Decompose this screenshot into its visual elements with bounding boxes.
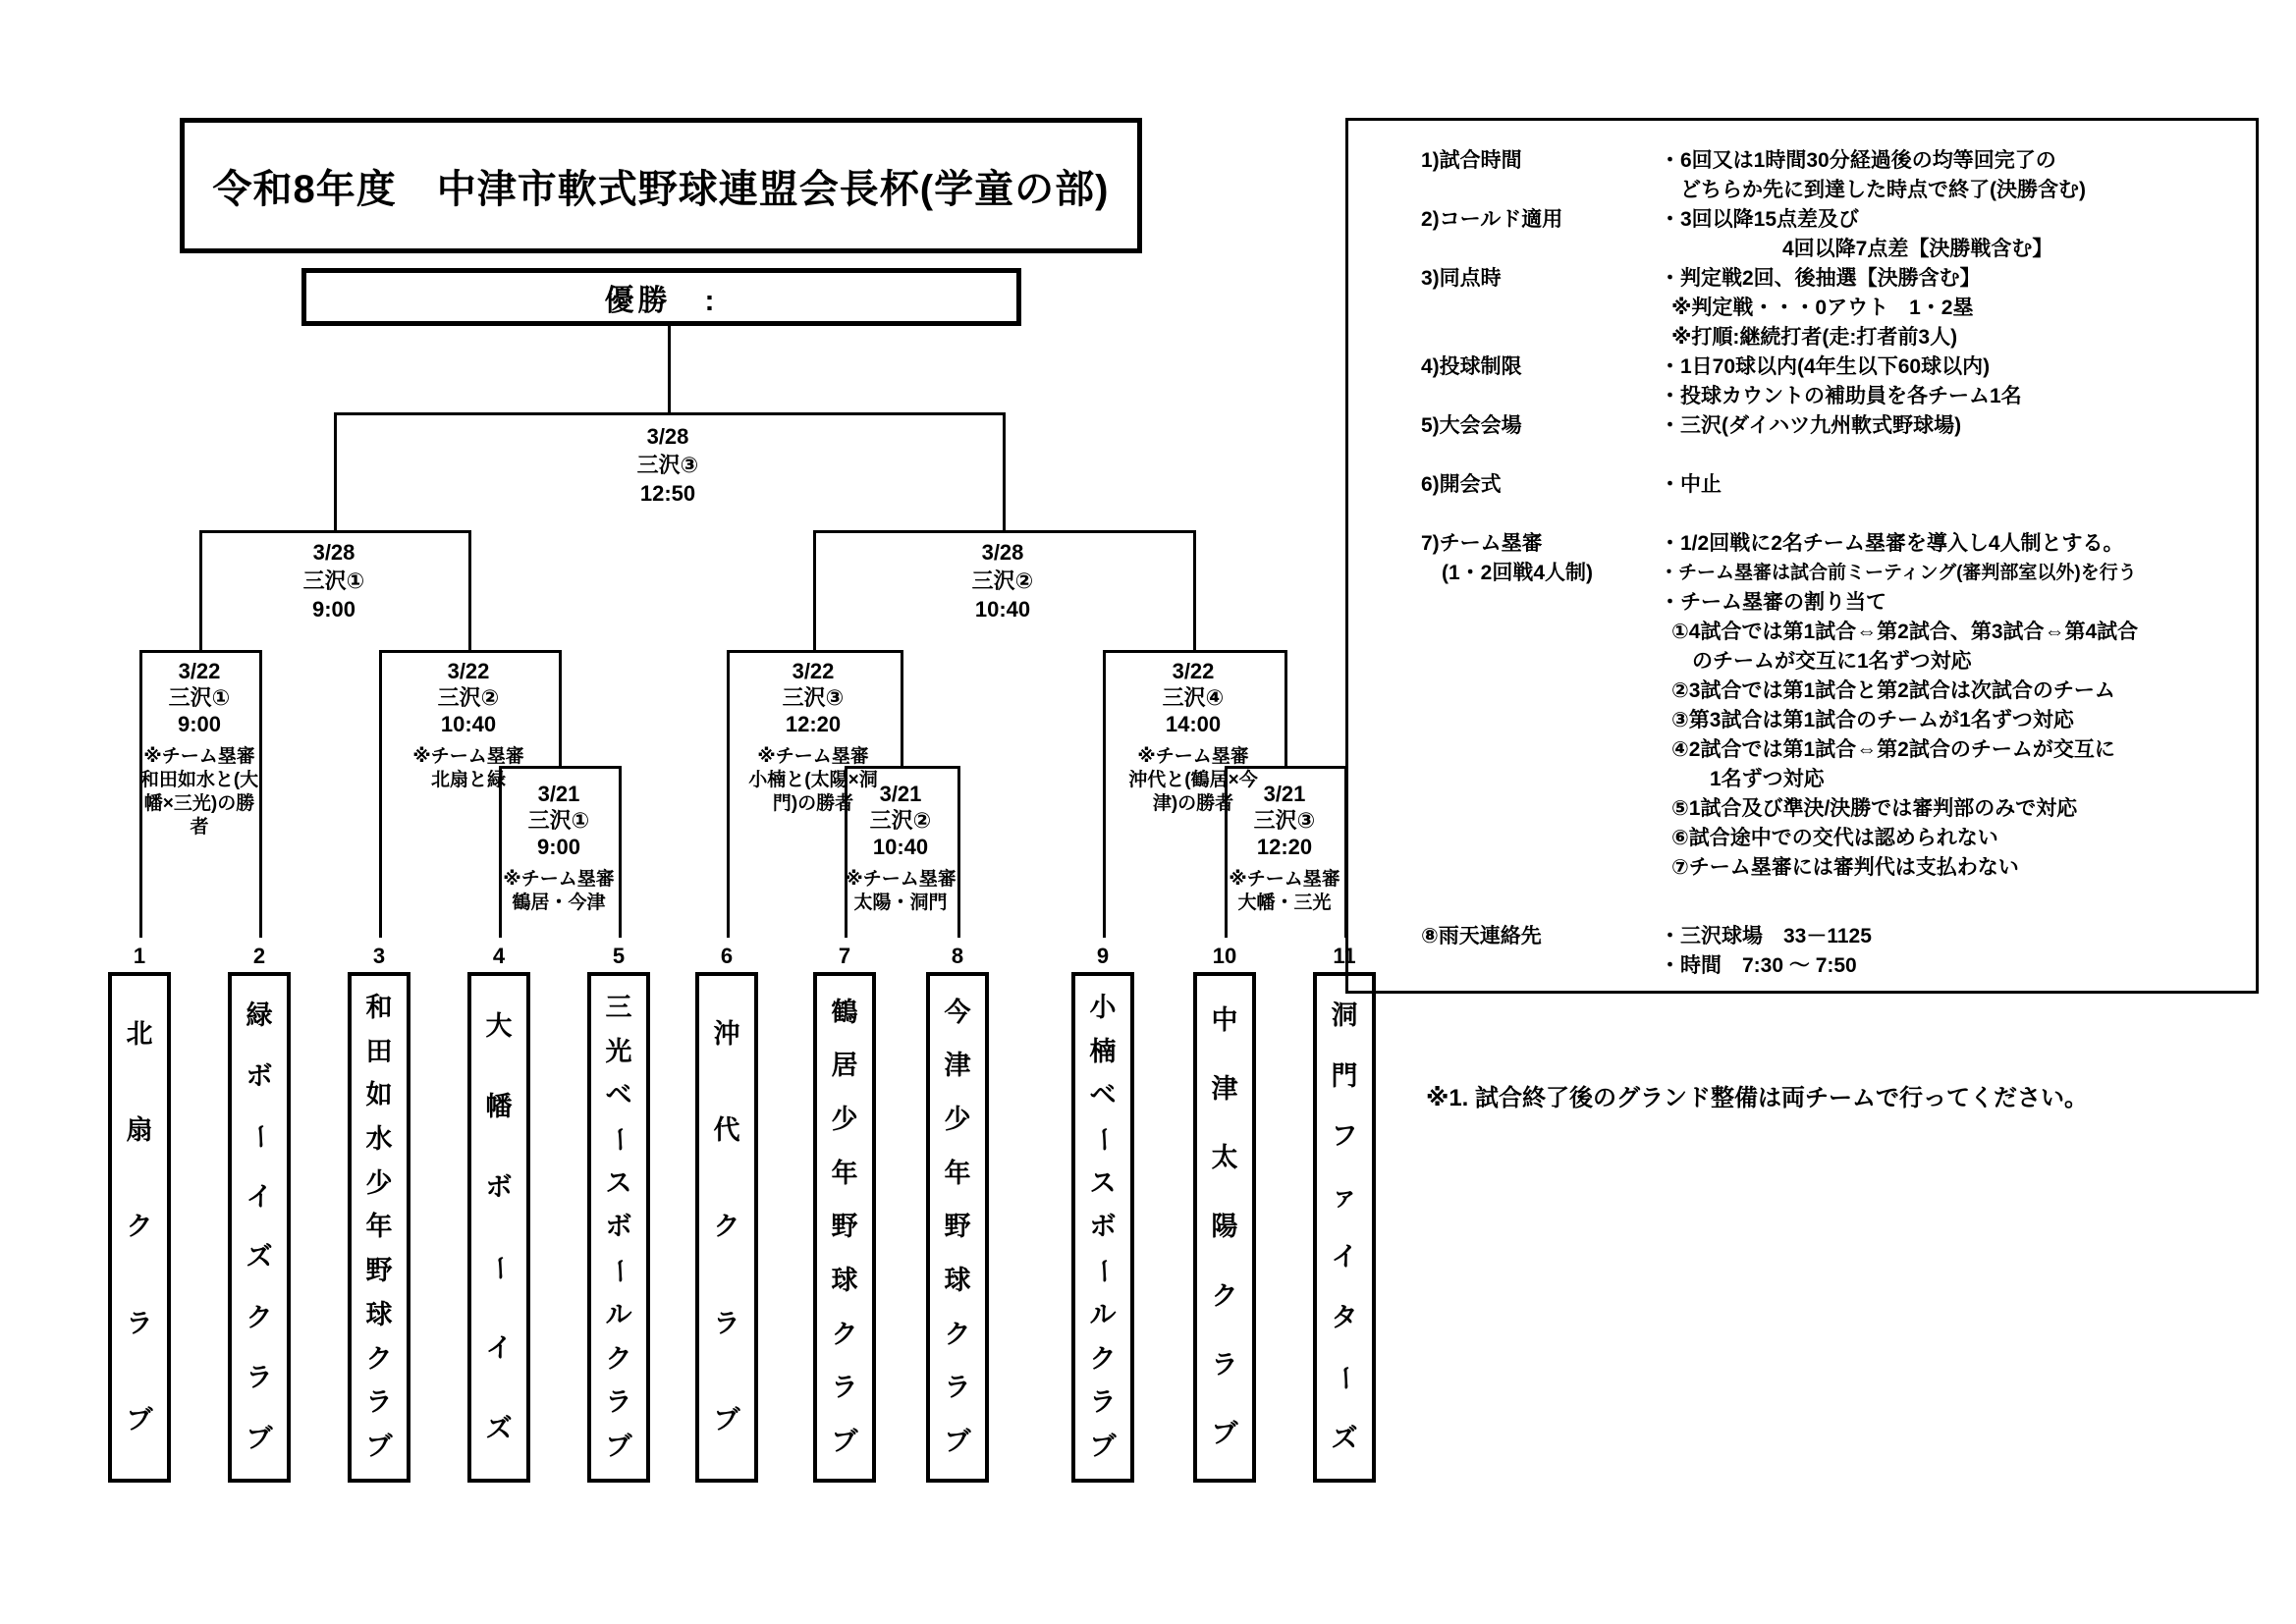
bracket-line <box>1285 650 1287 766</box>
team-box <box>587 972 650 1483</box>
umpire-note-title: ※チーム塁審 <box>1229 869 1340 890</box>
rule-label: 4)投球制限 <box>1421 355 1522 378</box>
bracket-line <box>1103 650 1287 653</box>
match-date: 3/22 <box>447 659 490 683</box>
rule-row <box>1348 176 2256 205</box>
team-column <box>228 941 291 1483</box>
team-name-char: ル <box>1089 1299 1117 1329</box>
team-name-char: ラ <box>126 1308 153 1338</box>
team-name-char: 代 <box>713 1115 740 1146</box>
rule-text: のチームが交互に1名ずつ対応 <box>1671 650 1972 673</box>
team-box <box>813 972 876 1483</box>
team-name-char: ズ <box>1331 1423 1358 1453</box>
umpire-note: 太陽・洞門 <box>853 893 948 913</box>
umpire-note-title: ※チーム塁審 <box>757 746 869 767</box>
team-seed: 5 <box>612 944 626 968</box>
rule-label <box>1421 794 1660 824</box>
rule-text: ・1/2回戦に2名チーム塁審を導入し4人制とする。 <box>1660 532 2124 555</box>
match-time: 9:00 <box>311 597 356 622</box>
team-seed: 3 <box>372 944 386 968</box>
team-name-char: ブ <box>246 1423 273 1453</box>
rule-label <box>1421 677 1660 706</box>
match-time: 12:20 <box>1256 835 1313 859</box>
rule-text: ※打順:継続打者(走:打者前3人) <box>1671 326 1958 349</box>
team-box <box>1193 972 1256 1483</box>
rule-row <box>1348 323 2256 352</box>
match-date: 3/21 <box>1263 782 1306 806</box>
title-box <box>180 118 1142 253</box>
rule-text: ・1日70球以内(4年生以下60球以内) <box>1660 355 1991 378</box>
team-name-char: 野 <box>365 1256 393 1286</box>
rule-label: ⑧雨天連絡先 <box>1421 925 1542 947</box>
team-column <box>1193 941 1256 1483</box>
team-name-char: ラ <box>944 1373 971 1403</box>
team-name-char: 年 <box>944 1158 971 1188</box>
team-seed: 11 <box>1333 944 1356 968</box>
team-name-char: 田 <box>365 1036 393 1066</box>
team-box <box>1313 972 1376 1483</box>
tournament-title: 令和8年度 中津市軟式野球連盟会長杯(学童の部) <box>212 167 1110 211</box>
team-name-char: イ <box>246 1181 273 1212</box>
team-name-char: ー <box>604 1258 634 1285</box>
team-name-char: 野 <box>831 1212 858 1242</box>
team-column <box>1313 941 1376 1483</box>
team-name-char: ズ <box>246 1242 273 1272</box>
footnote: ※1. 試合終了後のグランド整備は両チームで行ってください。 <box>1426 1085 2089 1111</box>
umpire-note-title: ※チーム塁審 <box>1137 746 1249 767</box>
bracket-line <box>1193 530 1196 650</box>
rule-label <box>1421 323 1660 352</box>
umpire-note: 和田如水と(大幡×三光)の勝者 <box>139 770 259 838</box>
match-date: 3/28 <box>646 424 689 449</box>
team-name-char: ー <box>484 1254 515 1281</box>
rule-text: ②3試合では第1試合と第2試合は次試合のチーム <box>1671 679 2115 702</box>
team-name-char: 年 <box>365 1212 393 1242</box>
team-name-char: 水 <box>365 1124 393 1155</box>
umpire-note: 鶴居・今津 <box>512 893 606 913</box>
umpire-note: 北扇と緑 <box>430 770 506 790</box>
rule-label <box>1421 647 1660 677</box>
umpire-note: 沖代と(鶴居×今津)の勝者 <box>1128 770 1258 814</box>
rule-label <box>1421 735 1660 765</box>
team-name-char: 鶴 <box>831 997 858 1027</box>
umpire-note: 大幡・三光 <box>1237 893 1332 913</box>
match-date: 3/22 <box>792 659 835 683</box>
team-name-char: ブ <box>1211 1419 1238 1449</box>
match-label-quarterfinal-1 <box>137 658 262 839</box>
rule-text: ⑥試合途中での交代は認められない <box>1671 827 1998 849</box>
bracket-line <box>813 530 1196 533</box>
team-name-char: 楠 <box>1089 1036 1117 1066</box>
match-venue: 三沢① <box>302 568 365 593</box>
team-name-char: 球 <box>365 1299 393 1329</box>
team-name-char: 今 <box>944 997 971 1027</box>
team-name-char: 陽 <box>1211 1212 1238 1242</box>
team-name-char: ー <box>1088 1258 1119 1285</box>
match-time: 10:40 <box>440 712 497 736</box>
team-name-char: 幡 <box>485 1091 513 1121</box>
match-date: 3/28 <box>981 540 1024 565</box>
bracket-line <box>334 412 337 530</box>
team-box <box>108 972 171 1483</box>
team-name-char: ク <box>365 1343 393 1374</box>
rule-label: 2)コールド適用 <box>1421 208 1563 231</box>
rule-label <box>1421 294 1660 323</box>
team-name-char: タ <box>1331 1302 1358 1332</box>
match-time: 12:50 <box>639 481 696 506</box>
team-name-char: 緑 <box>246 1001 273 1031</box>
team-name-char: ブ <box>713 1405 740 1435</box>
rule-label: 3)同点時 <box>1421 267 1502 290</box>
rule-label <box>1421 176 1660 205</box>
team-name-char: ー <box>245 1123 275 1151</box>
match-time: 10:40 <box>872 835 929 859</box>
rule-text: ・6回又は1時間30分経過後の均等回完了の <box>1660 149 2056 172</box>
team-name-char: ベ <box>1089 1080 1117 1110</box>
match-label-quarterfinal-2 <box>375 658 562 792</box>
umpire-note-title: ※チーム塁審 <box>143 746 255 767</box>
team-column <box>813 941 876 1483</box>
match-date: 3/21 <box>879 782 922 806</box>
team-name-char: ボ <box>485 1171 513 1202</box>
team-name-char: ク <box>126 1212 153 1242</box>
team-name-char: ク <box>605 1343 632 1374</box>
team-name-char: ベ <box>605 1080 632 1110</box>
bracket-line <box>468 530 471 650</box>
bracket-line <box>813 530 816 650</box>
team-box <box>467 972 530 1483</box>
rule-row <box>1348 765 2256 794</box>
team-name-char: ズ <box>485 1413 513 1443</box>
match-label-semifinal-2 <box>972 538 1034 623</box>
team-box <box>1071 972 1134 1483</box>
team-box <box>228 972 291 1483</box>
rule-text: ・三沢(ダイハツ九州軟式野球場) <box>1660 414 1962 437</box>
team-name-char: 少 <box>944 1105 971 1135</box>
rule-text: どちらか先に到達した時点で終了(決勝含む) <box>1660 179 2086 201</box>
rule-text: ⑤1試合及び準決/決勝では審判部のみで対応 <box>1671 797 2078 820</box>
team-column <box>695 941 758 1483</box>
rule-row <box>1348 735 2256 765</box>
team-column <box>926 941 989 1483</box>
umpire-note-title: ※チーム塁審 <box>503 869 615 890</box>
rule-label <box>1421 951 1660 981</box>
team-name-char: ス <box>605 1167 632 1198</box>
team-name-char: ボ <box>1089 1212 1117 1242</box>
team-name-char: 野 <box>944 1212 971 1242</box>
match-venue: 三沢③ <box>1253 808 1316 833</box>
umpire-note-title: ※チーム塁審 <box>845 869 957 890</box>
match-label-semifinal-1 <box>303 538 365 623</box>
team-name-char: 北 <box>126 1018 153 1049</box>
rules-panel <box>1345 118 2259 994</box>
rule-label <box>1421 382 1660 411</box>
team-seed: 1 <box>133 944 146 968</box>
bracket-line <box>139 650 262 653</box>
team-name-char: ラ <box>605 1387 632 1418</box>
team-name-char: ァ <box>1331 1181 1358 1212</box>
team-name-char: 少 <box>831 1105 858 1135</box>
rule-row <box>1348 470 2256 500</box>
team-name-char: 年 <box>831 1158 858 1188</box>
rule-label <box>1421 706 1660 735</box>
rule-row <box>1348 352 2256 382</box>
rule-row <box>1348 588 2256 618</box>
team-name-char: ー <box>1330 1365 1360 1392</box>
match-time: 10:40 <box>974 597 1031 622</box>
match-label-final <box>637 422 699 508</box>
rule-row <box>1348 618 2256 647</box>
team-column <box>348 941 410 1483</box>
team-seed: 4 <box>492 944 506 968</box>
umpire-note: 小楠と(太陽×洞門)の勝者 <box>748 770 878 814</box>
team-name-char: ク <box>944 1319 971 1349</box>
team-name-char: ラ <box>713 1308 740 1338</box>
bracket-line <box>334 412 1006 415</box>
rule-row <box>1348 559 2256 588</box>
rule-row <box>1348 677 2256 706</box>
bracket-line <box>668 326 671 412</box>
team-name-char: 沖 <box>713 1018 740 1049</box>
team-name-char: ー <box>1088 1126 1119 1154</box>
team-seed: 10 <box>1212 944 1237 968</box>
team-name-char: 門 <box>1331 1060 1358 1091</box>
team-column <box>467 941 530 1483</box>
rule-row <box>1348 411 2256 441</box>
rule-text: ・3回以降15点差及び <box>1660 208 1860 231</box>
team-name-char: ボ <box>246 1060 273 1091</box>
team-name-char: ク <box>246 1302 273 1332</box>
match-date: 3/21 <box>537 782 580 806</box>
team-name-char: 津 <box>1211 1073 1238 1104</box>
team-name-char: 如 <box>365 1080 393 1110</box>
match-time: 9:00 <box>536 835 581 859</box>
team-seed: 9 <box>1096 944 1110 968</box>
bracket-line <box>619 766 622 938</box>
team-name-char: 洞 <box>1331 1001 1358 1031</box>
rule-row <box>1348 951 2256 981</box>
team-name-char: ク <box>831 1319 858 1349</box>
team-name-char: 中 <box>1211 1004 1238 1035</box>
team-name-char: ル <box>605 1299 632 1329</box>
rule-label: (1・2回戦4人制) <box>1421 562 1594 584</box>
match-venue: 三沢① <box>168 685 231 710</box>
team-name-char: フ <box>1331 1121 1358 1152</box>
team-column <box>1071 941 1134 1483</box>
team-name-char: ブ <box>831 1427 858 1457</box>
rule-row <box>1348 205 2256 235</box>
team-name-char: 扇 <box>126 1115 153 1146</box>
rule-text: ・チーム塁審は試合前ミーティング(審判部室以外)を行う <box>1660 563 2137 583</box>
rule-text: ※判定戦・・・0アウト 1・2塁 <box>1671 297 1974 319</box>
match-venue: 三沢④ <box>1162 685 1225 710</box>
match-time: 9:00 <box>177 712 222 736</box>
rule-row <box>1348 853 2256 883</box>
rule-text: ⑦チーム塁審には審判代は支払わない <box>1671 856 2019 879</box>
team-name-char: 光 <box>605 1036 632 1066</box>
team-name-char: ラ <box>246 1363 273 1393</box>
rule-row <box>1348 706 2256 735</box>
match-venue: 三沢③ <box>636 453 699 477</box>
rule-label <box>1421 588 1660 618</box>
rule-row <box>1348 647 2256 677</box>
team-name-char: 居 <box>831 1051 858 1081</box>
rule-text: ・チーム塁審の割り当て <box>1660 591 1886 614</box>
team-name-char: イ <box>485 1332 513 1363</box>
rule-row <box>1348 146 2256 176</box>
team-name-char: ブ <box>365 1432 393 1462</box>
team-name-char: 和 <box>365 992 393 1022</box>
rule-label: 1)試合時間 <box>1421 149 1522 172</box>
rule-row <box>1348 382 2256 411</box>
rule-row <box>1348 824 2256 853</box>
rule-label <box>1421 618 1660 647</box>
team-name-char: 大 <box>485 1010 513 1041</box>
team-name-char: ボ <box>605 1212 632 1242</box>
rule-label: 7)チーム塁審 <box>1421 532 1543 555</box>
team-seed: 8 <box>951 944 964 968</box>
team-name-char: ブ <box>944 1427 971 1457</box>
rule-label <box>1421 853 1660 883</box>
match-venue: 三沢③ <box>782 685 845 710</box>
match-date: 3/28 <box>312 540 355 565</box>
team-name-char: 球 <box>831 1266 858 1296</box>
team-seed: 7 <box>838 944 851 968</box>
team-name-char: ー <box>604 1126 634 1154</box>
match-time: 12:20 <box>785 712 842 736</box>
rule-text: ①4試合では第1試合⇔第2試合、第3試合⇔第4試合 <box>1671 621 2139 643</box>
match-date: 3/22 <box>1172 659 1215 683</box>
rule-text: 4回以降7点差【決勝戦含む】 <box>1782 238 2053 260</box>
rule-row <box>1348 294 2256 323</box>
rule-text: ・中止 <box>1660 473 1722 496</box>
team-name-char: 三 <box>605 992 632 1022</box>
team-box <box>348 972 410 1483</box>
team-name-char: ブ <box>605 1432 632 1462</box>
bracket-line <box>1003 412 1006 530</box>
rule-text: ・三沢球場 33－1125 <box>1660 925 1872 947</box>
team-name-char: ラ <box>1089 1387 1117 1418</box>
team-box <box>926 972 989 1483</box>
rule-text: ・判定戦2回、後抽選【決勝含む】 <box>1660 267 1981 290</box>
team-name-char: ラ <box>365 1387 393 1418</box>
bracket-line <box>727 650 903 653</box>
rule-text: ・時間 7:30 ～ 7:50 <box>1660 954 1857 977</box>
rule-text: ④2試合では第1試合⇔第2試合のチームが交互に <box>1671 738 2115 761</box>
team-name-char: ク <box>713 1212 740 1242</box>
umpire-note-title: ※チーム塁審 <box>412 746 524 767</box>
rule-row <box>1348 529 2256 559</box>
team-name-char: ブ <box>1089 1432 1117 1462</box>
rule-text: ・投球カウントの補助員を各チーム1名 <box>1660 385 2022 407</box>
match-label-firstround-2 <box>842 781 959 915</box>
rule-row <box>1348 264 2256 294</box>
rule-label <box>1421 235 1660 264</box>
bracket-line <box>379 650 562 653</box>
team-name-char: 太 <box>1211 1143 1238 1173</box>
team-name-char: ク <box>1089 1343 1117 1374</box>
match-venue: 三沢② <box>971 568 1034 593</box>
match-venue: 三沢② <box>437 685 500 710</box>
rule-label <box>1421 765 1660 794</box>
bracket-line <box>901 650 903 766</box>
team-name-char: ブ <box>126 1405 153 1435</box>
team-name-char: ス <box>1089 1167 1117 1198</box>
match-venue: 三沢① <box>527 808 590 833</box>
rule-label: 6)開会式 <box>1421 473 1502 496</box>
rule-text: 1名ずつ対応 <box>1689 768 1825 790</box>
team-column <box>587 941 650 1483</box>
team-column <box>108 941 171 1483</box>
champion-box <box>301 268 1021 326</box>
bracket-line <box>199 530 202 650</box>
match-label-firstround-1 <box>500 781 618 915</box>
team-name-char: 球 <box>944 1266 971 1296</box>
team-name-char: ラ <box>831 1373 858 1403</box>
rule-row <box>1348 794 2256 824</box>
team-name-char: 小 <box>1089 992 1117 1022</box>
rule-row <box>1348 235 2256 264</box>
rule-text: ③第3試合は第1試合のチームが1名ずつ対応 <box>1671 709 2074 731</box>
match-venue: 三沢② <box>869 808 932 833</box>
rule-row <box>1348 922 2256 951</box>
rule-label: 5)大会会場 <box>1421 414 1522 437</box>
team-name-char: 津 <box>944 1051 971 1081</box>
team-name-char: ラ <box>1211 1350 1238 1380</box>
team-box <box>695 972 758 1483</box>
bracket-line <box>199 530 471 533</box>
match-time: 14:00 <box>1165 712 1222 736</box>
team-seed: 6 <box>720 944 734 968</box>
team-name-char: ク <box>1211 1280 1238 1311</box>
team-name-char: 少 <box>365 1167 393 1198</box>
team-name-char: イ <box>1331 1242 1358 1272</box>
rule-label <box>1421 824 1660 853</box>
match-date: 3/22 <box>178 659 221 683</box>
team-seed: 2 <box>252 944 266 968</box>
match-label-firstround-3 <box>1226 781 1343 915</box>
champion-label: 優勝 : <box>604 284 719 317</box>
